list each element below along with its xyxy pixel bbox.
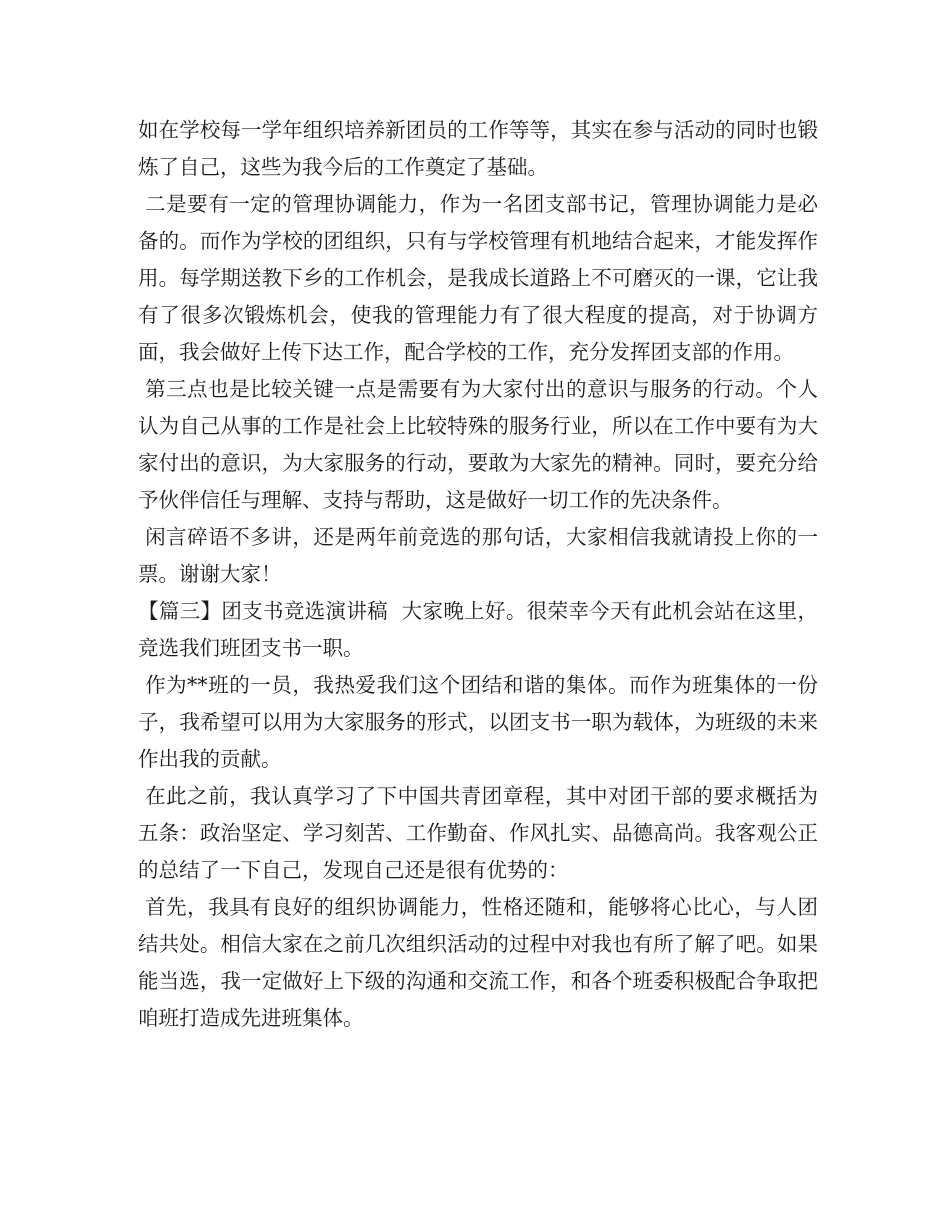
- paragraph: 二是要有一定的管理协调能力，作为一名团支部书记，管理协调能力是必备的。而作为学校的团组织，只有与学校管理有机地结合起来，才能发挥作用。每学期送教下乡的工作机会，是我成长道路上不可磨灭的一课，它让我有了很多次锻炼机会，使我的管理能力有了很大程度的提高，对于协调方面，我会做好上传下达工作，配合学校的工作，充分发挥团支部的作用。: [138, 192, 818, 364]
- document-body: [138, 112, 818, 1037]
- paragraph: 如在学校每一学年组织培养新团员的工作等等，其实在参与活动的同时也锻炼了自己，这些为我今后的工作奠定了基础。: [138, 118, 818, 179]
- paragraph: 第三点也是比较关键一点是需要有为大家付出的意识与服务的行动。个人认为自己从事的工作是社会上比较特殊的服务行业，所以在工作中要有为大家付出的意识，为大家服务的行动，要敢为大家先的精神。同时，要充分给予伙伴信任与理解、支持与帮助，这是做好一切工作的先决条件。: [138, 377, 818, 512]
- paragraph: 在此之前，我认真学习了下中国共青团章程，其中对团干部的要求概括为五条：政治坚定、学习刻苦、工作勤奋、作风扎实、品德高尚。我客观公正的总结了一下自己，发现自己还是很有优势的：: [138, 784, 818, 882]
- section-heading-paragraph: 【篇三】团支书竞选演讲稿 大家晚上好。很荣幸今天有此机会站在这里，竞选我们班团支书一职。: [138, 599, 818, 660]
- paragraph: 作为**班的一员，我热爱我们这个团结和谐的集体。而作为班集体的一份子，我希望可以用为大家服务的形式，以团支书一职为载体，为班级的未来作出我的贡献。: [138, 673, 818, 771]
- paragraph: 闲言碎语不多讲，还是两年前竞选的那句话，大家相信我就请投上你的一票。谢谢大家！: [138, 525, 818, 586]
- paragraph: 首先，我具有良好的组织协调能力，性格还随和，能够将心比心，与人团结共处。相信大家在之前几次组织活动的过程中对我也有所了解了吧。如果能当选，我一定做好上下级的沟通和交流工作，和各个班委积极配合争取把咱班打造成先进班集体。: [138, 895, 818, 1030]
